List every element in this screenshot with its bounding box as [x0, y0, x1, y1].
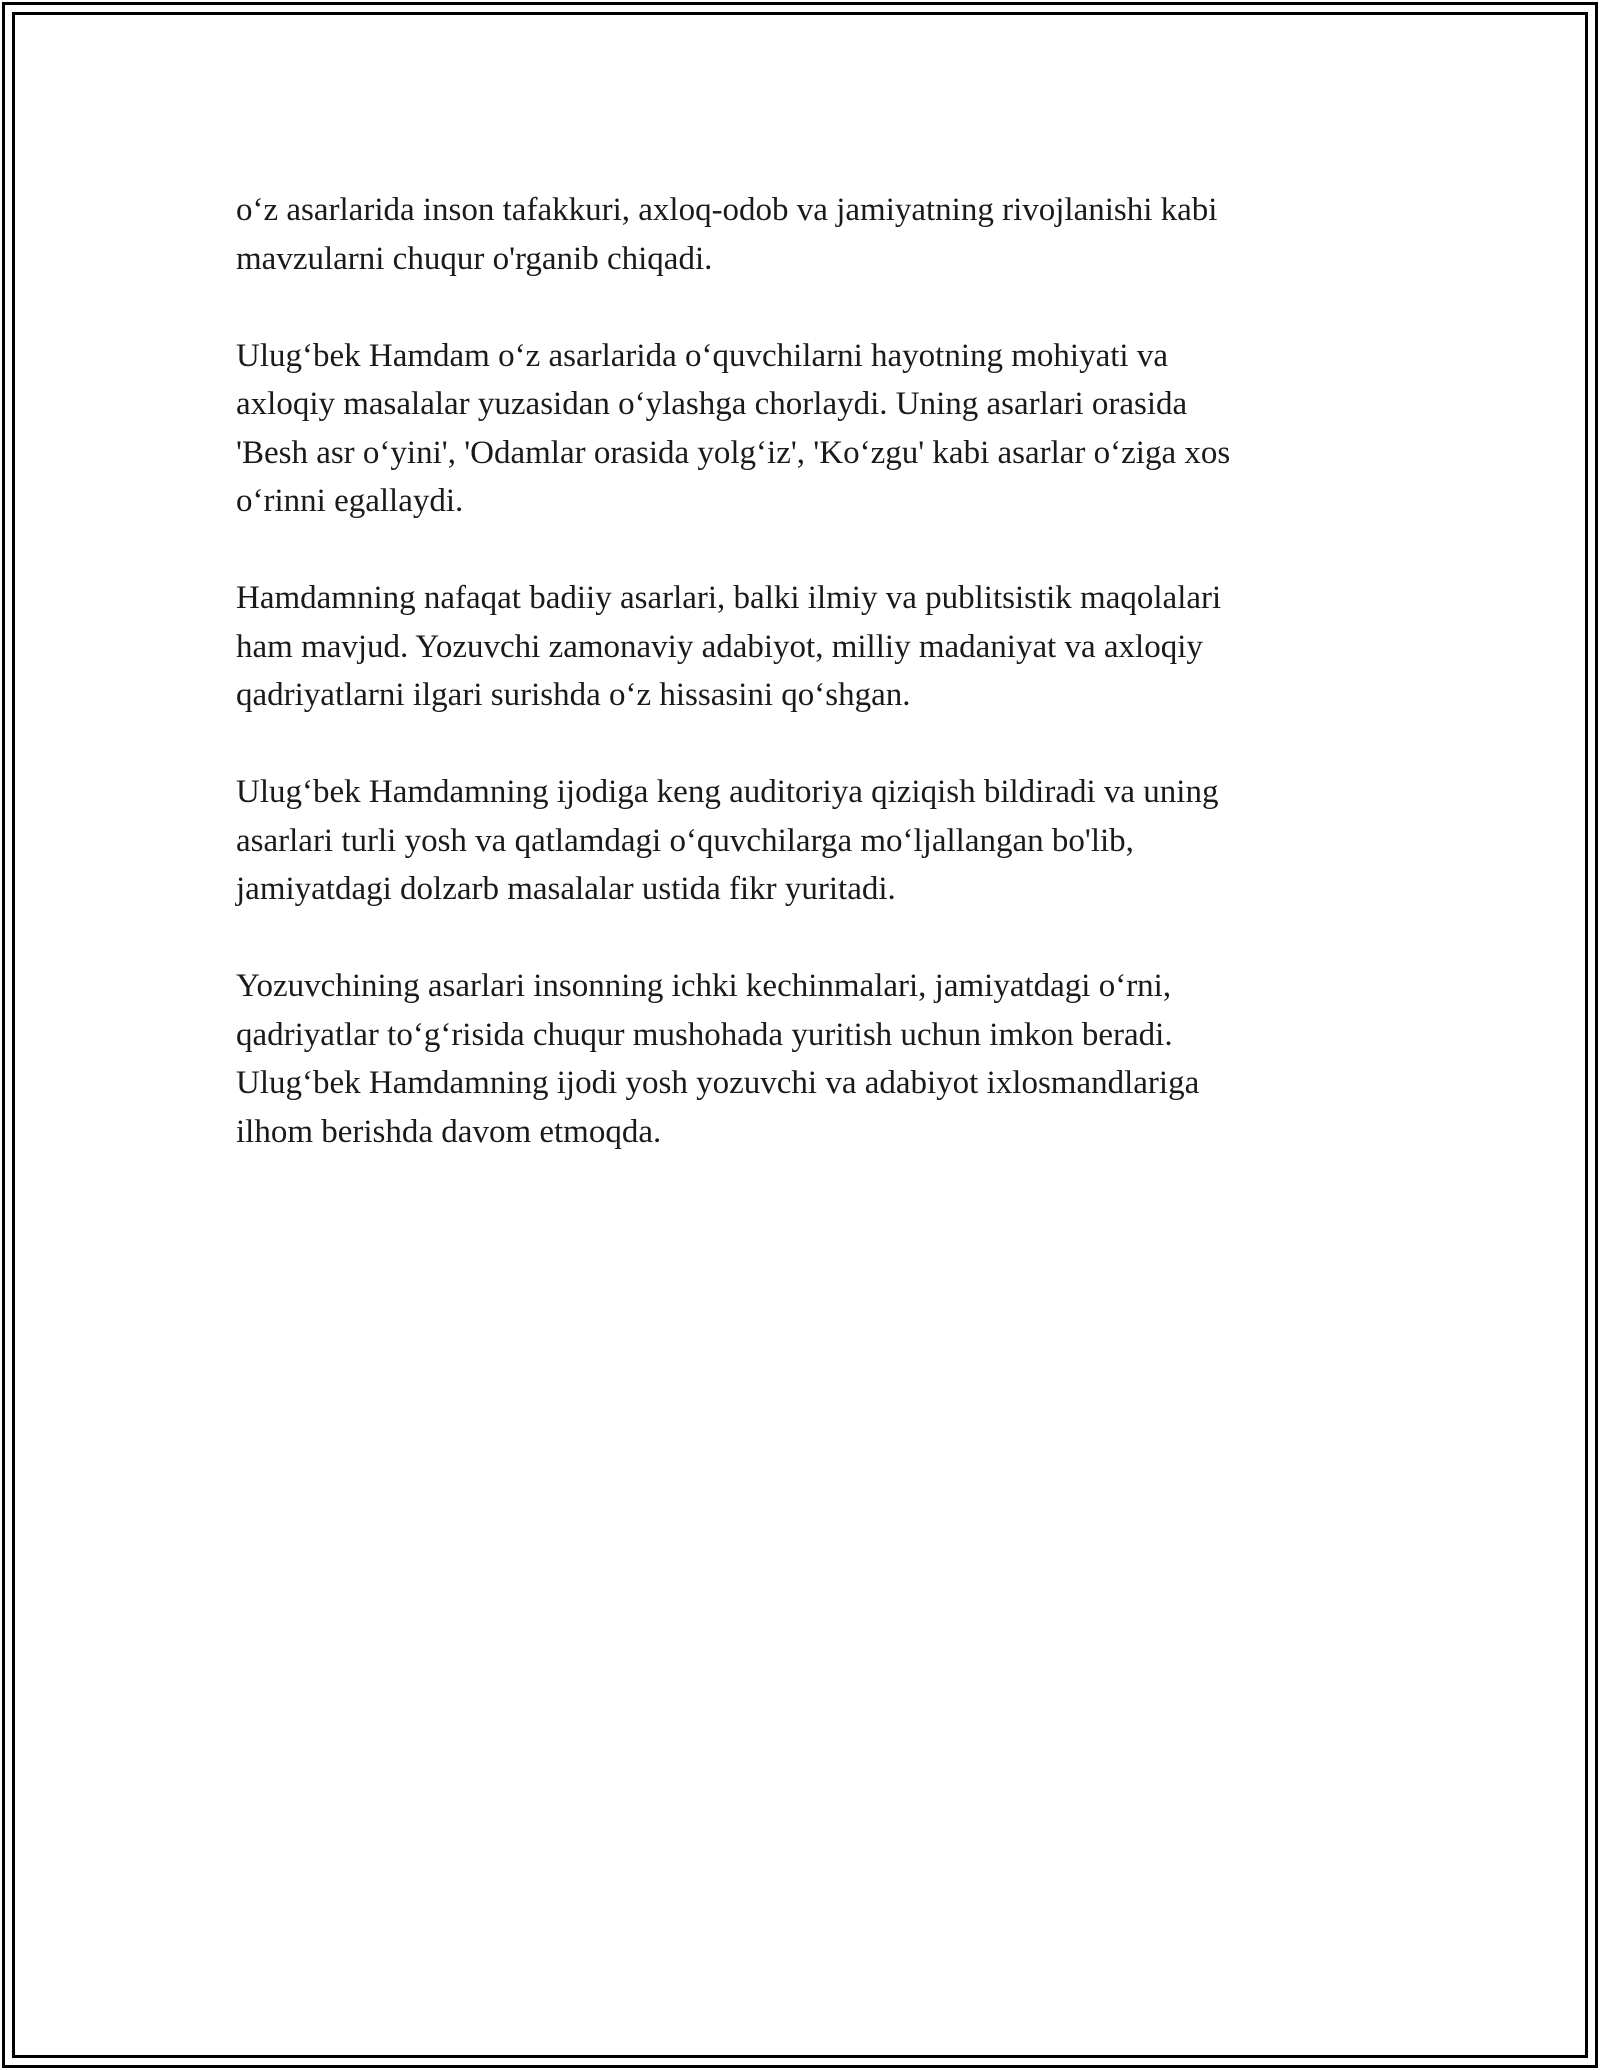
- paragraph-1: o‘z asarlarida inson tafakkuri, axloq-odob va jamiyatning rivojlanishi kabi mavzularni chuqur o'rganib chiqadi.: [236, 192, 1218, 277]
- paragraph-2: Ulug‘bek Hamdam o‘z asarlarida o‘quvchilarni hayotning mohiyati va axloqiy masalalar yuzasidan o‘ylashga chorlaydi. Uning asarlari orasida 'Besh asr o‘yini', 'Odamlar orasida yolg‘iz', 'Ko‘zgu' kabi asarlar o‘ziga xos o‘rinni egallaydi.: [236, 337, 1231, 519]
- document-body: [236, 186, 1386, 1205]
- paragraph-4: Ulug‘bek Hamdamning ijodiga keng auditoriya qiziqish bildiradi va uning asarlari turli yosh va qatlamdagi o‘quvchilarga mo‘ljallangan bo'lib, jamiyatdagi dolzarb masalalar ustida fikr yuritadi.: [236, 774, 1219, 907]
- paragraph-5: Yozuvchining asarlari insonning ichki kechinmalari, jamiyatdagi o‘rni, qadriyatlar to‘g‘risida chuqur mushohada yuritish uchun imkon beradi. Ulug‘bek Hamdamning ijodi yosh yozuvchi va adabiyot ixlosmandlariga ilhom berishda davom etmoqda.: [236, 968, 1200, 1150]
- paragraph-3: Hamdamning nafaqat badiiy asarlari, balki ilmiy va publitsistik maqolalari ham mavjud. Yozuvchi zamonaviy adabiyot, milliy madaniyat va axloqiy qadriyatlarni ilgari surishda o‘z hissasini qo‘shgan.: [236, 580, 1222, 713]
